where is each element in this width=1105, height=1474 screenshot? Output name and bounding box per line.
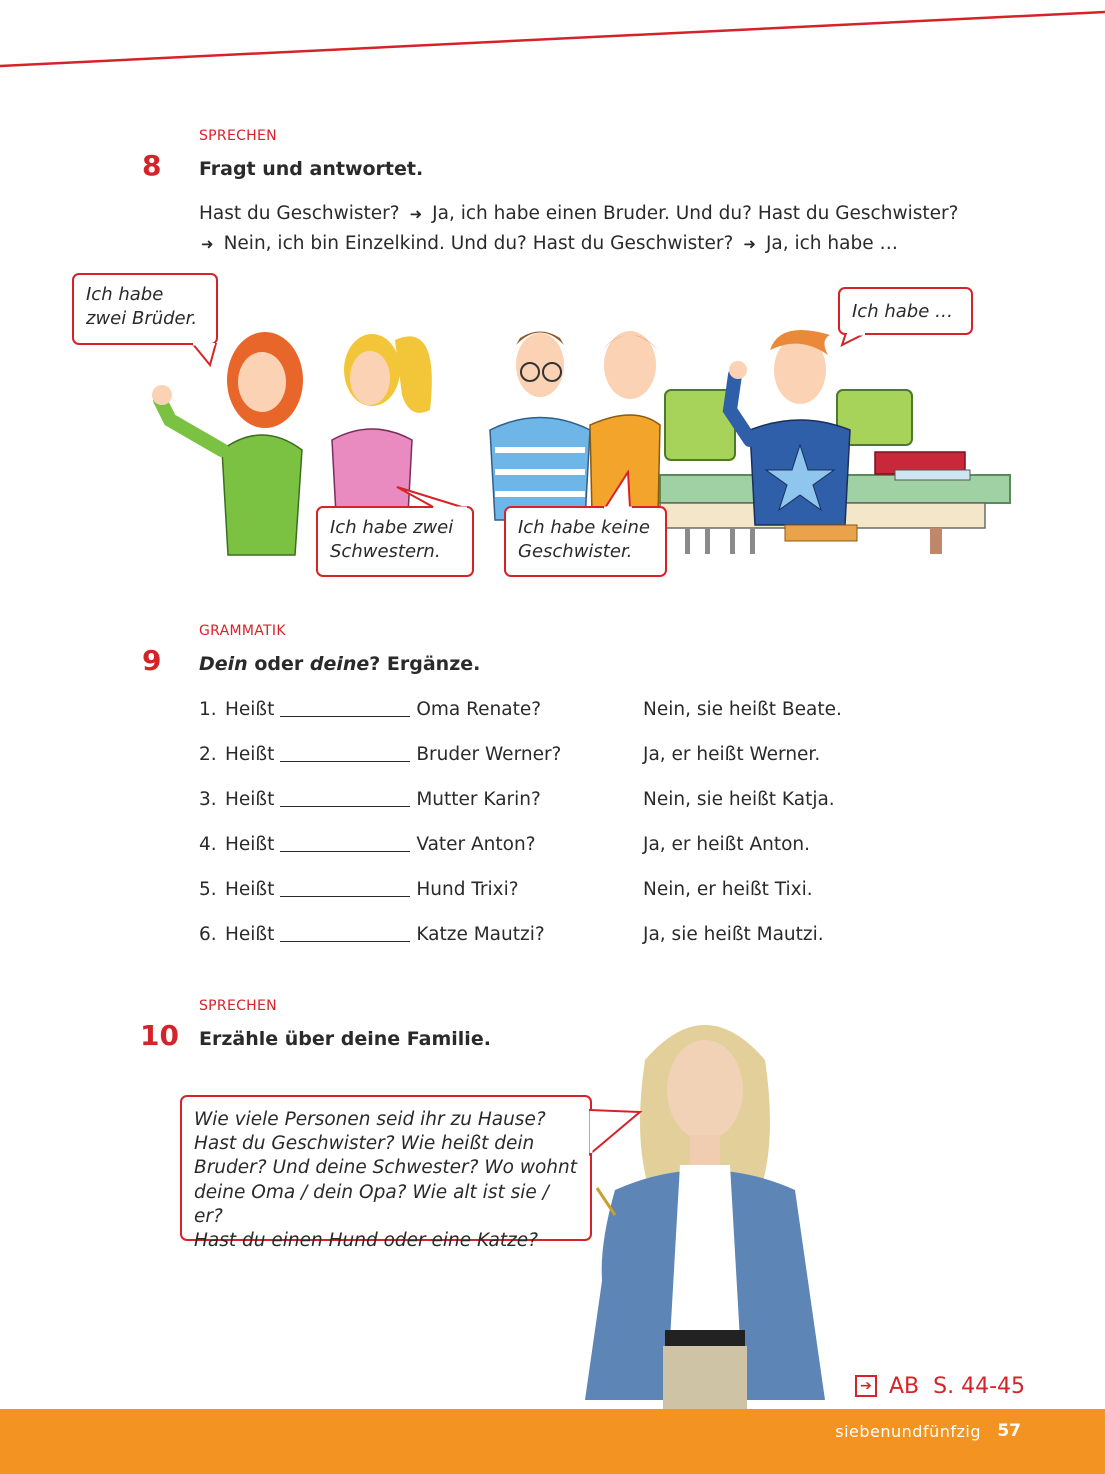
- item-text: Bruder Werner?: [416, 744, 562, 765]
- exercise-item-3: [199, 787, 541, 813]
- bubble-tail: [588, 1108, 643, 1158]
- item-verb: Heißt: [225, 699, 275, 720]
- answer-blank[interactable]: [280, 698, 410, 717]
- item-number: 4.: [199, 834, 217, 855]
- bubble-tail: [600, 470, 640, 510]
- bubble-tail: [190, 343, 220, 368]
- item-answer-2: Ja, er heißt Werner.: [643, 744, 821, 765]
- item-verb: Heißt: [225, 789, 275, 810]
- exercise-title-9: [199, 653, 480, 675]
- item-number: 6.: [199, 924, 217, 945]
- page-footer: [0, 1409, 1105, 1474]
- speech-bubble-brothers: Ich habe zwei Brüder.: [72, 273, 218, 345]
- exercise-item-2: [199, 742, 561, 768]
- title-text: oder: [247, 653, 310, 675]
- item-answer-1: Nein, sie heißt Beate.: [643, 699, 842, 720]
- item-number: 3.: [199, 789, 217, 810]
- dialogue-line-2: [199, 229, 898, 259]
- exercise-item-1: [199, 697, 541, 723]
- speech-bubble-ich-habe: Ich habe …: [838, 287, 973, 335]
- teacher-photo: [575, 1000, 835, 1410]
- bubble-line: Wie viele Personen seid ihr zu Hause?: [194, 1109, 546, 1130]
- page-number: 57: [997, 1421, 1021, 1441]
- answer-blank[interactable]: [280, 923, 410, 942]
- item-answer-5: Nein, er heißt Tixi.: [643, 879, 813, 900]
- item-number: 2.: [199, 744, 217, 765]
- arrow-right-icon: ➜: [743, 235, 756, 253]
- dialogue-line-1: [199, 199, 958, 229]
- arrow-box-icon: ➔: [855, 1375, 877, 1397]
- title-text: ? Ergänze.: [369, 653, 481, 675]
- bubble-line: Bruder? Und deine Schwester? Wo wohnt: [194, 1157, 577, 1179]
- answer-blank[interactable]: [280, 878, 410, 897]
- arrow-right-icon: ➜: [201, 235, 214, 253]
- bubble-tail: [840, 333, 870, 347]
- page-number-word: siebenundfünfzig: [835, 1422, 981, 1441]
- exercise-number-8: 8: [142, 149, 162, 182]
- section-label-grammatik: GRAMMATIK: [199, 623, 286, 639]
- item-text: Hund Trixi?: [416, 879, 519, 900]
- title-word-dein: Dein: [199, 653, 248, 675]
- answer-blank[interactable]: [280, 788, 410, 807]
- answer-blank[interactable]: [280, 833, 410, 852]
- item-verb: Heißt: [225, 924, 275, 945]
- speech-bubble-no-siblings: Ich habe keine Geschwister.: [504, 506, 667, 577]
- exercise-number-9: 9: [142, 644, 162, 677]
- bubble-line: Hast du Geschwister? Wie heißt dein: [194, 1133, 535, 1155]
- item-text: Vater Anton?: [416, 834, 536, 855]
- exercise-item-5: [199, 877, 519, 903]
- item-answer-4: Ja, er heißt Anton.: [643, 834, 811, 855]
- exercise-number-10: 10: [140, 1019, 179, 1052]
- item-number: 5.: [199, 879, 217, 900]
- section-label-sprechen: SPRECHEN: [199, 128, 277, 144]
- top-red-line: [0, 0, 1105, 80]
- exercise-title-10: Erzähle über deine Familie.: [199, 1028, 491, 1050]
- workbook-reference-text: AB S. 44-45: [889, 1373, 1026, 1399]
- answer-blank[interactable]: [280, 743, 410, 762]
- dialogue-answer: Nein, ich bin Einzelkind. Und du? Hast du Geschwister?: [223, 233, 734, 254]
- bubble-line: Hast du einen Hund oder eine Katze?: [194, 1230, 539, 1252]
- item-verb: Heißt: [225, 744, 275, 765]
- section-label-sprechen: SPRECHEN: [199, 998, 277, 1014]
- item-text: Mutter Karin?: [416, 789, 541, 810]
- item-text: Oma Renate?: [416, 699, 542, 720]
- exercise-item-6: [199, 922, 545, 948]
- item-verb: Heißt: [225, 834, 275, 855]
- item-answer-6: Ja, sie heißt Mautzi.: [643, 924, 824, 945]
- arrow-right-icon: ➜: [409, 205, 423, 223]
- workbook-reference[interactable]: [855, 1371, 1025, 1401]
- item-verb: Heißt: [225, 879, 275, 900]
- dialogue-answer: Ja, ich habe …: [765, 233, 898, 254]
- speech-bubble-sisters: Ich habe zwei Schwestern.: [316, 506, 474, 577]
- dialogue-question: Hast du Geschwister?: [199, 203, 400, 224]
- title-word-deine: deine: [309, 653, 370, 675]
- item-text: Katze Mautzi?: [416, 924, 545, 945]
- exercise-item-4: [199, 832, 536, 858]
- item-number: 1.: [199, 699, 217, 720]
- bubble-line: deine Oma / dein Opa? Wie alt ist sie / er?: [194, 1181, 549, 1227]
- speech-bubble-family-questions: [180, 1095, 592, 1252]
- exercise-title-8: Fragt und antwortet.: [199, 158, 424, 180]
- item-answer-3: Nein, sie heißt Katja.: [643, 789, 835, 810]
- bubble-tail: [395, 485, 475, 509]
- dialogue-answer: Ja, ich habe einen Bruder. Und du? Hast du Geschwister?: [432, 203, 959, 224]
